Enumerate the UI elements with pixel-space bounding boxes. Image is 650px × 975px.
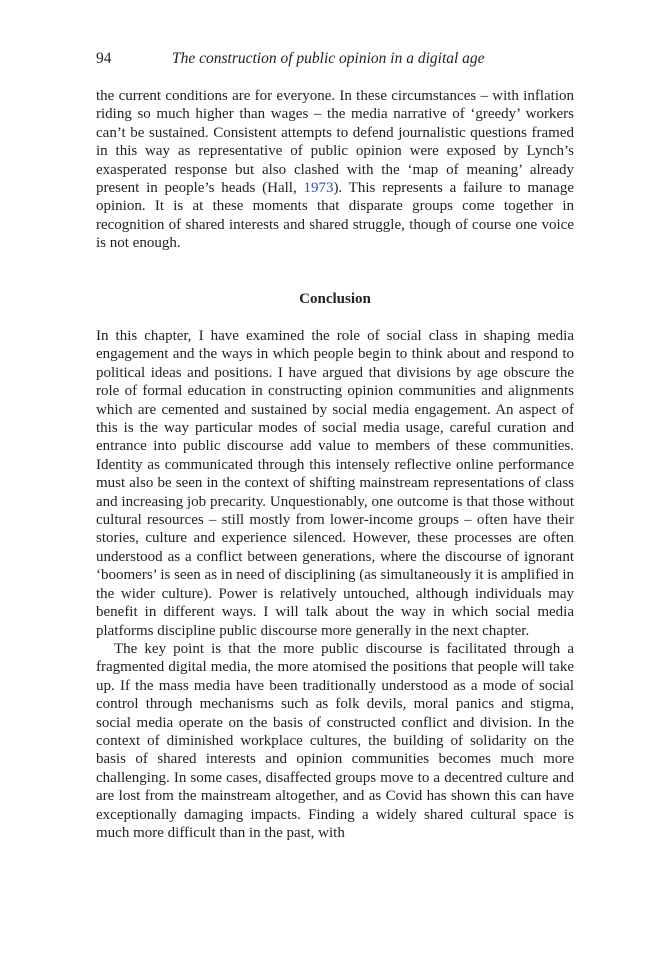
opening-paragraph-block (96, 87, 574, 253)
conclusion-body (96, 327, 574, 842)
running-title: The construction of public opinion in a digital age (172, 50, 485, 67)
opening-text-after-citation: ). This represents a failure to manage opinion. It is at these moments that disparate groups come together in recognition of shared interests and shared struggle, though of course one voice is not enough. (96, 180, 574, 252)
page-number: 94 (96, 50, 112, 67)
opening-paragraph (96, 87, 574, 253)
citation-link-hall-1973[interactable]: 1973 (303, 180, 334, 197)
running-head (96, 48, 574, 70)
conclusion-heading: Conclusion (299, 291, 371, 307)
conclusion-paragraph-1: In this chapter, I have examined the role of social class in shaping media engagement and the ways in which people begin to think about and respond to political ideas and positions. I have argued that divisions by age obscure the role of formal education in constructing opinion communities and alignments which are cemented and sustained by social media engagement. An aspect of this is the way particular modes of social media usage, careful curation and entrance into public discourse add value to members of these communities. Identity as communicated through this intensely reflective online performance must also be seen in the context of shifting mainstream representations of class and increasing job precarity. Unquestionably, one outcome is that those without cultural resources – still mostly from lower-income groups – often have their stories, culture and experience silenced. However, these processes are often understood as a conflict between generations, where the discourse of ignorant ‘boomers’ is seen as in need of disciplining (as simultaneously it is amplified in the wider culture). Power is relatively untouched, although individuals may benefit in different ways. I will talk about the way in which social media platforms discipline public discourse more generally in the next chapter. (96, 328, 574, 639)
opening-text-before-citation: the current conditions are for everyone. In these circumstances – with inflation riding so much higher than wages – the media narrative of ‘greedy’ workers can’t be sustained. Consistent attempts to defend journalistic questions framed in this way as representative of public opinion were exposed by Lynch’s exasperated response but also clashed with the ‘map of meaning’ already present in people’s heads (Hall, (96, 88, 574, 197)
conclusion-paragraph-2: The key point is that the more public discourse is facilitated through a fragmented digital media, the more atomised the positions that people will take up. If the mass media have been traditionally understood as a mode of social control through mechanisms such as folk devils, moral panics and stigma, social media operate on the basis of constructed conflict and division. In the context of diminished workplace cultures, the building of solidarity on the basis of shared interests and opinion communities becomes much more challenging. In some cases, disaffected groups move to a decentred culture and are lost from the mainstream altogether, and as Covid has shown this can have exceptionally damaging impacts. Finding a widely shared cultural space is much more difficult than in the past, with (96, 640, 574, 841)
